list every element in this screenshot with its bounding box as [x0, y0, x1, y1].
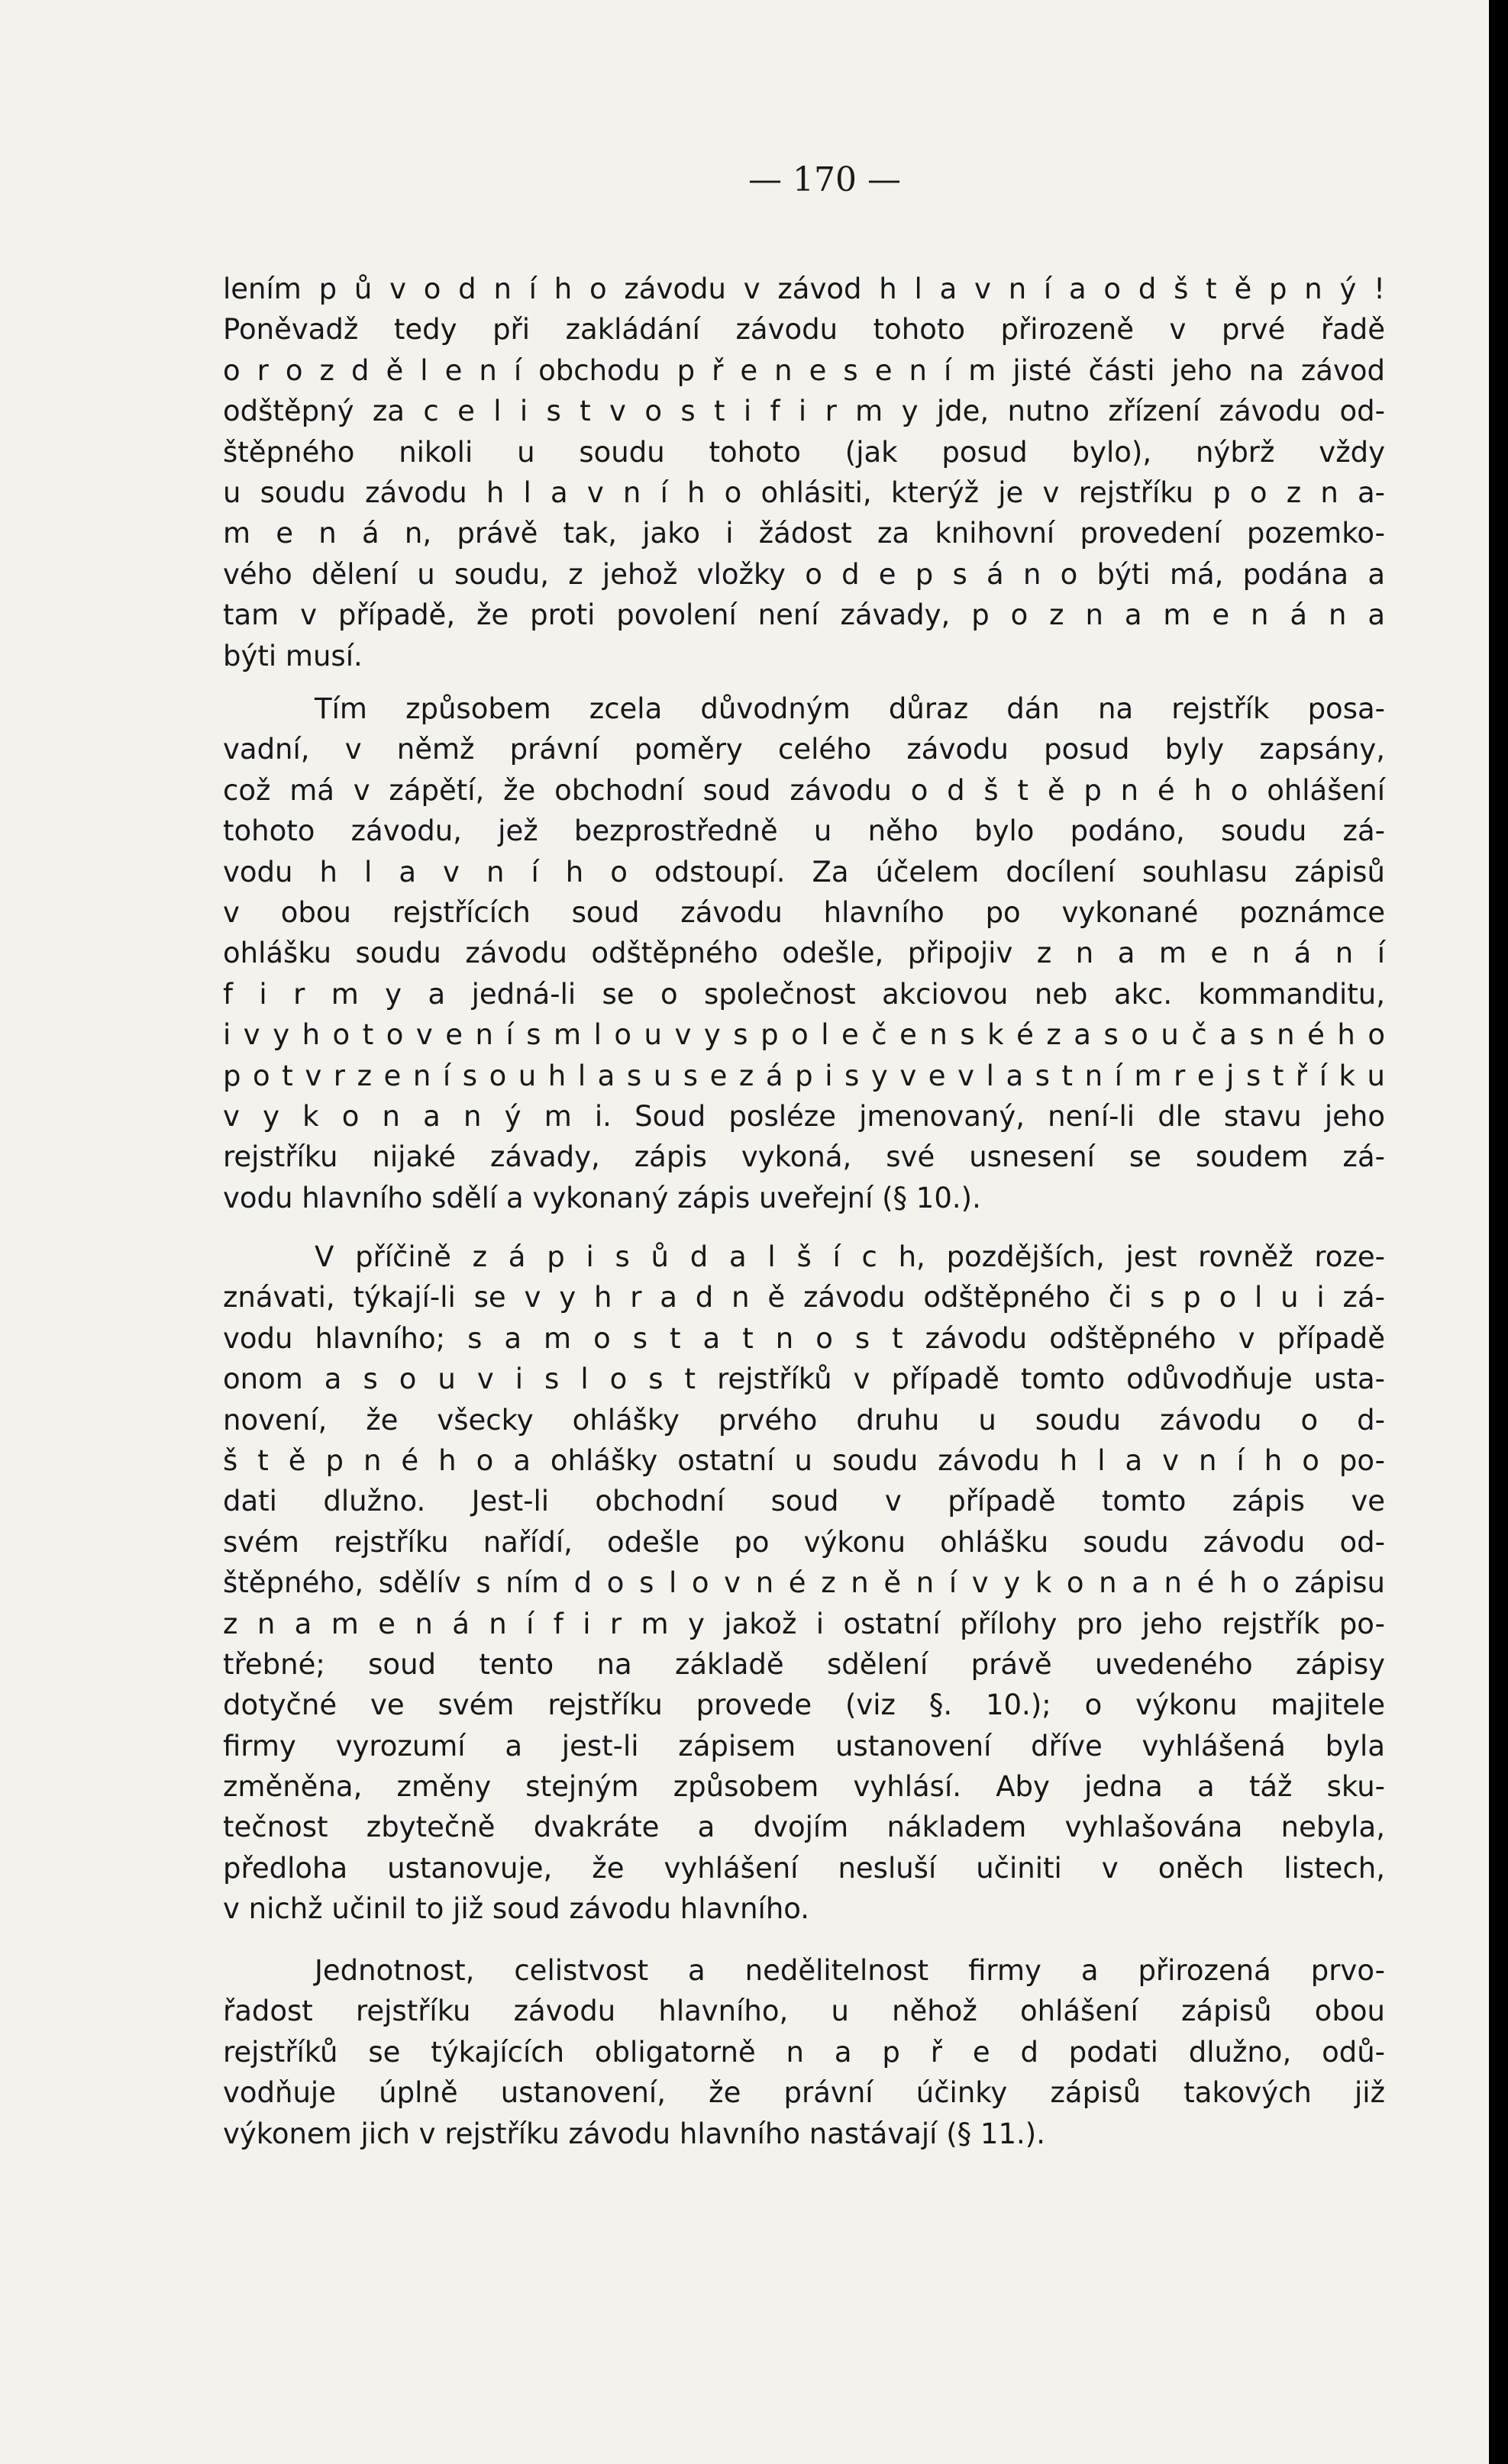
text-line: i v y h o t o v e n í s m l o u v y s p o l e č e n s k é z a s o u č a s n é h o [223, 1018, 1385, 1052]
text-line: vadní, v němž právní poměry celého závodu posud byly zapsány, [223, 733, 1385, 766]
text-line: Tím způsobem zcela důvodným důraz dán na rejstřík posa- [315, 692, 1385, 725]
text-line: štěpného, sdělív s ním d o s l o v n é z n ě n í v y k o n a n é h o zápisu [223, 1566, 1385, 1600]
text-line: p o t v r z e n í s o u h l a s u s e z á p i s y v e v l a s t n í m r e j s t ř í k u [223, 1059, 1385, 1092]
text-line: firmy vyrozumí a jest-li zápisem ustanovení dříve vyhlášená byla [223, 1729, 1385, 1763]
text-line: o r o z d ě l e n í obchodu p ř e n e s e n í m jisté části jeho na závod [223, 353, 1385, 387]
page-number: — 170 — [748, 160, 901, 199]
text-line: výkonem jich v rejstříku závodu hlavního nastávají (§ 11.). [223, 2117, 1045, 2150]
text-line: v obou rejstřících soud závodu hlavního po vykonané poznámce [223, 895, 1385, 929]
text-line: předloha ustanovuje, že vyhlášení nesluší učiniti v oněch listech, [223, 1851, 1385, 1885]
text-line: vého dělení u soudu, z jehož vložky o d e p s á n o býti má, podána a [223, 557, 1385, 591]
text-line: což má v zápětí, že obchodní soud závodu o d š t ě p n é h o ohlášení [223, 773, 1385, 807]
text-line: V příčině z á p i s ů d a l š í c h, pozdějších, jest rovněž roze- [315, 1240, 1385, 1273]
text-line: z n a m e n á n í f i r m y jakož i ostatní přílohy pro jeho rejstřík po- [223, 1607, 1385, 1640]
paragraph-3 [223, 1237, 1385, 1930]
paragraph-2 [223, 689, 1385, 1218]
text-line: třebné; soud tento na základě sdělení právě uvedeného zápisy [223, 1647, 1385, 1681]
text-line: Poněvadž tedy při zakládání závodu tohoto přirozeně v prvé řadě [223, 313, 1385, 347]
text-line: lením p ů v o d n í h o závodu v závod h l a v n í a o d š t ě p n ý ! [223, 273, 1385, 305]
text-line: rejstříků se týkajících obligatorně n a p ř e d podati dlužno, odů- [223, 2035, 1385, 2069]
text-line: f i r m y a jedná-li se o společnost akciovou neb akc. kommanditu, [223, 977, 1385, 1011]
text-line: štěpného nikoli u soudu tohoto (jak posud bylo), nýbrž vždy [223, 435, 1385, 469]
text-line: vodu hlavního sdělí a vykonaný zápis uveřejní (§ 10.). [223, 1181, 981, 1214]
text-line: dati dlužno. Jest-li obchodní soud v případě tomto zápis ve [223, 1485, 1385, 1518]
text-line: rejstříku nijaké závady, zápis vykoná, své usnesení se soudem zá- [223, 1140, 1385, 1174]
text-line: novení, že všecky ohlášky prvého druhu u soudu závodu o d- [223, 1403, 1385, 1437]
text-line: změněna, změny stejným způsobem vyhlásí. Aby jedna a táž sku- [223, 1770, 1385, 1804]
text-line: vodu h l a v n í h o odstoupí. Za účelem docílení souhlasu zápisů [223, 855, 1385, 889]
text-line: tam v případě, že proti povolení není závady, p o z n a m e n á n a [223, 598, 1385, 632]
text-line: š t ě p n é h o a ohlášky ostatní u soudu závodu h l a v n í h o po- [223, 1443, 1385, 1477]
text-line: znávati, týkají-li se v y h r a d n ě závodu odštěpného či s p o l u i zá- [223, 1281, 1385, 1314]
text-line: Jednotnost, celistvost a nedělitelnost firmy a přirozená prvo- [315, 1954, 1385, 1987]
text-line: svém rejstříku nařídí, odešle po výkonu ohlášku soudu závodu od- [223, 1525, 1385, 1559]
text-line: odštěpný za c e l i s t v o s t i f i r m y jde, nutno zřízení závodu od- [223, 395, 1385, 428]
paragraph-1 [223, 269, 1385, 676]
text-line: v y k o n a n ý m i. Soud posléze jmenovaný, není-li dle stavu jeho [223, 1099, 1385, 1133]
text-line: m e n á n, právě tak, jako i žádost za knihovní provedení pozemko- [223, 517, 1385, 550]
text-line: tečnost zbytečně dvakráte a dvojím nákladem vyhlašována nebyla, [223, 1811, 1385, 1844]
text-line: dotyčné ve svém rejstříku provede (viz §. 10.); o výkonu majitele [223, 1688, 1385, 1722]
text-line: u soudu závodu h l a v n í h o ohlásiti, kterýž je v rejstříku p o z n a- [223, 476, 1385, 509]
paragraph-4 [223, 1950, 1385, 2154]
text-line: řadost rejstříku závodu hlavního, u něhož ohlášení zápisů obou [223, 1995, 1385, 2028]
text-line: vodu hlavního; s a m o s t a t n o s t závodu odštěpného v případě [223, 1321, 1385, 1355]
text-line: býti musí. [223, 639, 363, 672]
text-line: tohoto závodu, jež bezprostředně u něho bylo podáno, soudu zá- [223, 814, 1385, 848]
text-line: onom a s o u v i s l o s t rejstříků v případě tomto odůvodňuje usta- [223, 1363, 1385, 1396]
text-line: vodňuje úplně ustanovení, že právní účinky zápisů takových již [223, 2076, 1385, 2110]
text-line: ohlášku soudu závodu odštěpného odešle, připojiv z n a m e n á n í [223, 937, 1385, 970]
text-line: v nichž učinil to již soud závodu hlavního. [223, 1892, 810, 1926]
